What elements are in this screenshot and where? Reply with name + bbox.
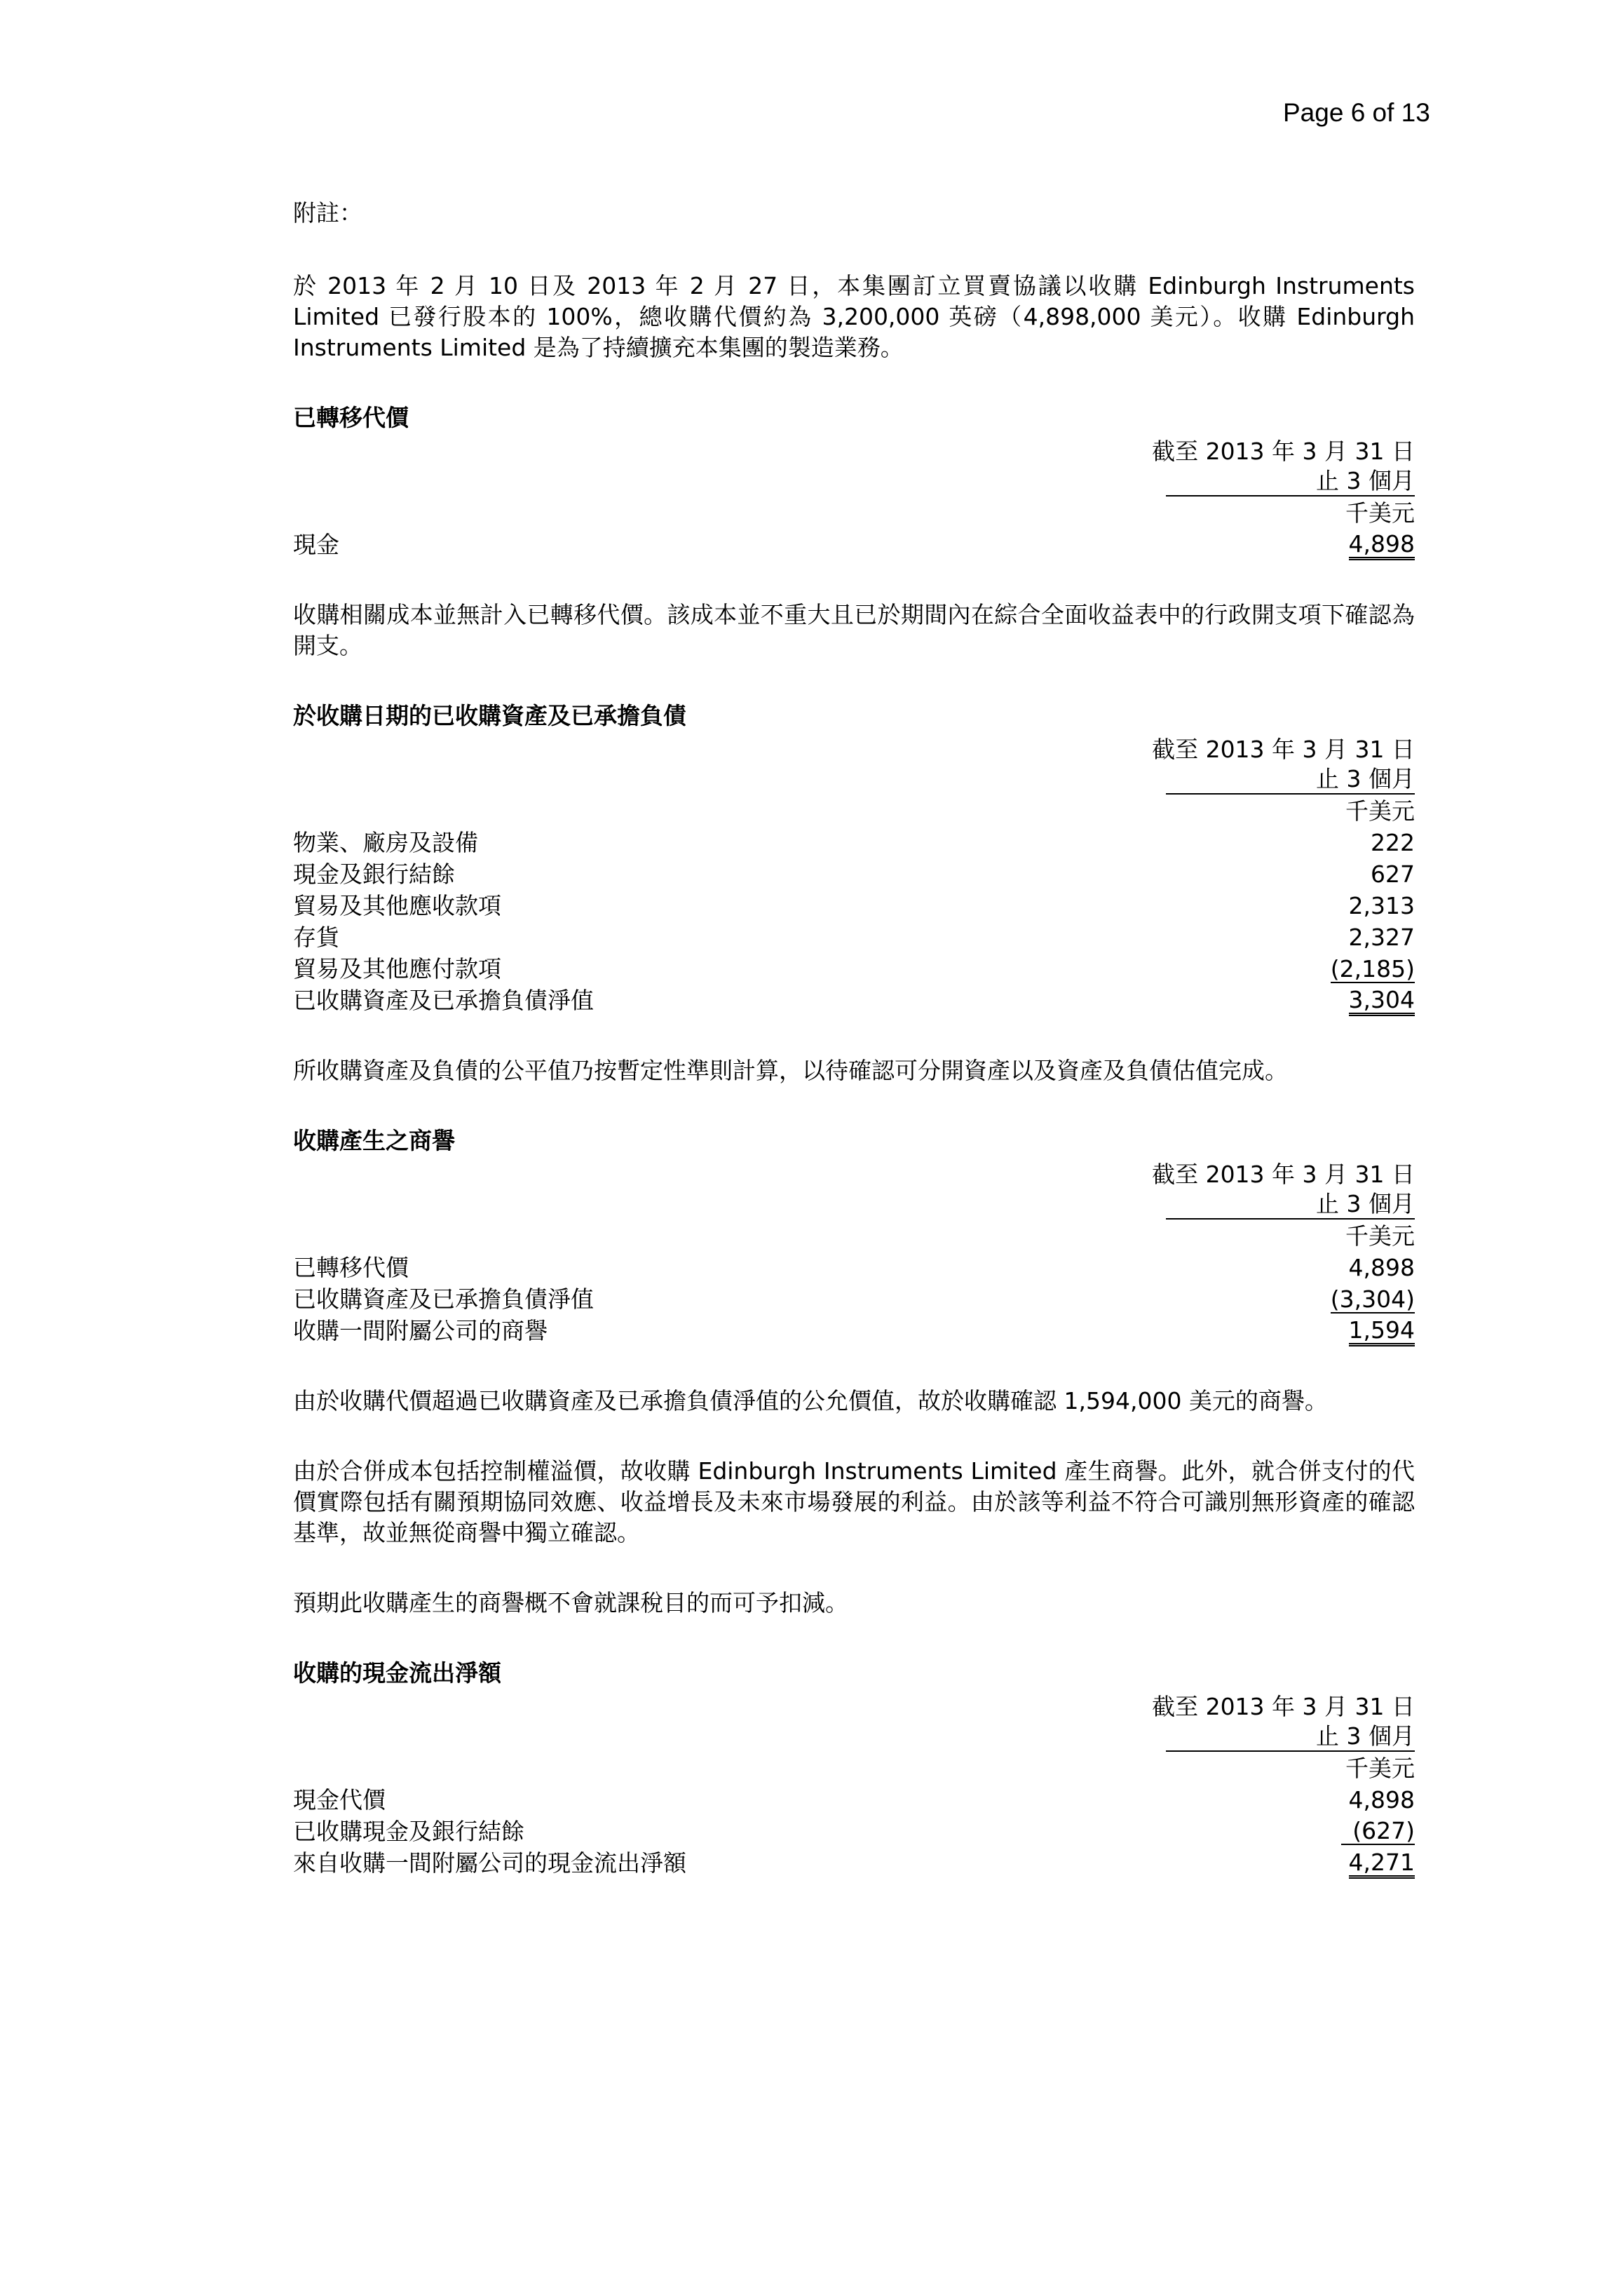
- table-row: [293, 1816, 1415, 1847]
- table-row: [293, 1784, 1415, 1816]
- column-header-unit: 千美元: [1345, 499, 1415, 527]
- row-value: 2,327: [1348, 923, 1415, 951]
- consideration-transferred-section: [293, 403, 1415, 560]
- acquisition-cost-note: 收購相關成本並無計入已轉移代價。該成本並不重大且已於期間內在綜合全面收益表中的行政開支項下確認為開支。: [293, 601, 1415, 659]
- table-row: [293, 953, 1415, 985]
- assets-liabilities-section: [293, 701, 1415, 1016]
- row-value: (2,185): [1330, 954, 1415, 982]
- column-header-period: 截至 2013 年 3 月 31 日: [1152, 736, 1415, 763]
- row-value: 4,898: [1348, 1253, 1415, 1281]
- section-title: 收購的現金流出淨額: [293, 1659, 501, 1687]
- table-row: [293, 529, 1415, 560]
- row-label: 現金及銀行結餘: [293, 860, 455, 888]
- row-label: 貿易及其他應付款項: [293, 954, 501, 982]
- row-value: 222: [1371, 828, 1415, 856]
- row-label: 已收購現金及銀行結餘: [293, 1817, 524, 1845]
- row-label: 現金代價: [293, 1785, 386, 1814]
- table-row: [293, 890, 1415, 921]
- row-label: 物業、廠房及設備: [293, 828, 478, 856]
- row-label: 已收購資產及已承擔負債淨值: [293, 986, 594, 1014]
- row-label: 貿易及其他應收款項: [293, 891, 501, 919]
- row-value: 3,304: [1321, 985, 1415, 1016]
- column-header: [293, 734, 1415, 827]
- row-label: 來自收購一間附屬公司的現金流出淨額: [293, 1849, 686, 1877]
- table-row: [293, 921, 1415, 953]
- goodwill-explanation-note: 由於合併成本包括控制權溢價，故收購 Edinburgh Instruments Limited 產生商譽。此外，就合併支付的代價實際包括有關預期協同效應、收益增長及未來市場發展的利益。由於該等利益不符合可識別無形資產的確認基準，故並無從商譽中獨立確認。: [293, 1457, 1415, 1546]
- row-value: 2,313: [1348, 891, 1415, 919]
- table-row: [293, 827, 1415, 858]
- fair-value-note: 所收購資產及負債的公平值乃按暫定性準則計算，以待確認可分開資產以及資產及負債估值完成。: [293, 1057, 1288, 1084]
- column-header-unit: 千美元: [1345, 1222, 1415, 1250]
- column-header-period: 截至 2013 年 3 月 31 日: [1152, 438, 1415, 465]
- row-value: 4,271: [1321, 1847, 1415, 1879]
- row-label: 收購一間附屬公司的商譽: [293, 1316, 548, 1344]
- table-row: [293, 858, 1415, 890]
- table-row: [293, 1847, 1415, 1879]
- row-label: 現金: [293, 530, 339, 558]
- row-value: 4,898: [1348, 1785, 1415, 1814]
- column-header-months: 止 3 個月: [1166, 1722, 1415, 1752]
- column-header-period: 截至 2013 年 3 月 31 日: [1152, 1693, 1415, 1720]
- acquisition-paragraph: 於 2013 年 2 月 10 日及 2013 年 2 月 27 日，本集團訂立買賣協議以收購 Edinburgh Instruments Limited 已發行股本的 100%，總收購代價約為 3,200,000 英磅（4,898,000 美元）。收購 Edinburgh Instruments Limited 是為了持續擴充本集團的製造業務。: [293, 272, 1415, 361]
- row-value: (627): [1313, 1818, 1415, 1845]
- notes-label: 附註：: [293, 199, 362, 227]
- row-label: 存貨: [293, 923, 339, 951]
- document-body: [293, 198, 1415, 1918]
- section-title: 收購產生之商譽: [293, 1127, 455, 1154]
- section-title: 已轉移代價: [293, 404, 409, 431]
- row-label: 已收購資產及已承擔負債淨值: [293, 1285, 594, 1313]
- column-header: [293, 1691, 1415, 1784]
- table-row: [293, 1315, 1415, 1346]
- row-value: (3,304): [1330, 1285, 1415, 1313]
- row-value: 627: [1371, 860, 1415, 888]
- column-header: [293, 1159, 1415, 1252]
- goodwill-section: [293, 1126, 1415, 1346]
- column-header-unit: 千美元: [1345, 1755, 1415, 1782]
- section-title: 於收購日期的已收購資產及已承擔負債: [293, 702, 686, 729]
- row-value: 1,594: [1321, 1315, 1415, 1346]
- goodwill-recognition-note: 由於收購代價超過已收購資產及已承擔負債淨值的公允價值，故於收購確認 1,594,000 美元的商譽。: [293, 1387, 1328, 1414]
- column-header-months: 止 3 個月: [1166, 467, 1415, 497]
- column-header-period: 截至 2013 年 3 月 31 日: [1152, 1161, 1415, 1188]
- tax-deductibility-note: 預期此收購產生的商譽概不會就課稅目的而可予扣減。: [293, 1589, 848, 1616]
- column-header-unit: 千美元: [1345, 797, 1415, 825]
- column-header: [293, 436, 1415, 529]
- net-cash-outflow-section: [293, 1658, 1415, 1879]
- row-label: 已轉移代價: [293, 1253, 409, 1281]
- column-header-months: 止 3 個月: [1166, 765, 1415, 795]
- table-row: [293, 985, 1415, 1016]
- row-value: 4,898: [1321, 529, 1415, 560]
- column-header-months: 止 3 個月: [1166, 1190, 1415, 1220]
- table-row: [293, 1252, 1415, 1283]
- page-number: Page 6 of 13: [1283, 98, 1430, 127]
- table-row: [293, 1283, 1415, 1315]
